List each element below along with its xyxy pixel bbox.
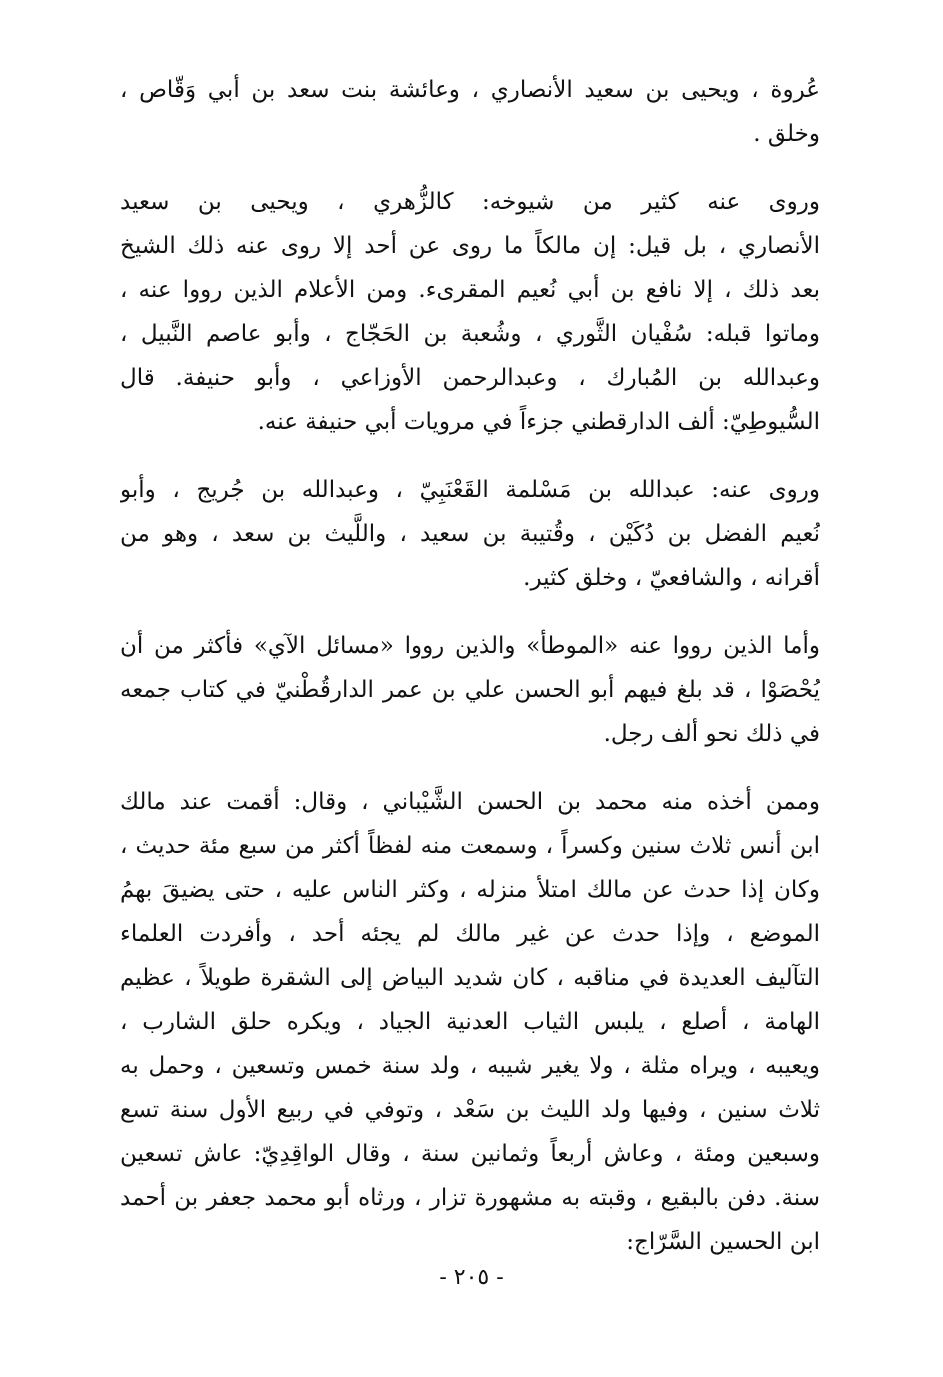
text-line: في ذلك نحو ألف رجل. <box>603 721 820 747</box>
page-number: - ٢٠٥ - <box>439 1265 504 1290</box>
text-line: التآليف العديدة في مناقبه ، كان شديد البياض إلى الشقرة طويلاً ، عظيم <box>120 965 820 991</box>
text-line: عُروة ، ويحيى بن سعيد الأنصاري ، وعائشة بنت سعد بن أبي وَقّاص ، <box>120 77 820 103</box>
text-line: سنة. دفن بالبقيع ، وقبته به مشهورة تزار ، ورثاه أبو محمد جعفر بن أحمد <box>120 1185 820 1211</box>
text-line: وروى عنه كثير من شيوخه: كالزُّهري ، ويحيى بن سعيد <box>120 189 820 215</box>
text-line: الهامة ، أصلع ، يلبس الثياب العدنية الجياد ، ويكره حلق الشارب ، <box>120 1009 820 1035</box>
paragraph-4 <box>120 624 820 756</box>
paragraph-2 <box>120 180 820 444</box>
page-body <box>120 68 820 1264</box>
text-line: وعبدالله بن المُبارك ، وعبدالرحمن الأوزاعي ، وأبو حنيفة. قال <box>120 365 820 391</box>
text-line: وأما الذين رووا عنه «الموطأ» والذين رووا «مسائل الآي» فأكثر من أن <box>120 633 820 659</box>
text-line: وسبعين ومئة ، وعاش أربعاً وثمانين سنة ، وقال الواقِدِيّ: عاش تسعين <box>120 1141 820 1167</box>
text-line: وخلق . <box>753 121 820 147</box>
text-line: وكان إذا حدث عن مالك امتلأ منزله ، وكثر الناس عليه ، حتى يضيقَ بهمُ <box>120 877 820 903</box>
text-line: ثلاث سنين ، وفيها ولد الليث بن سَعْد ، وتوفي في ربيع الأول سنة تسع <box>120 1097 820 1123</box>
text-line: ابن الحسين السَّرّاج: <box>626 1229 820 1255</box>
text-line: الموضع ، وإذا حدث عن غير مالك لم يجئه أحد ، وأفردت العلماء <box>120 921 820 947</box>
paragraph-5 <box>120 780 820 1264</box>
text-line: ويعيبه ، ويراه مثلة ، ولا يغير شيبه ، ولد سنة خمس وتسعين ، وحمل به <box>120 1053 820 1079</box>
paragraph-1 <box>120 68 820 156</box>
text-line: السُّيوطِيّ: ألف الدارقطني جزءاً في مرويات أبي حنيفة عنه. <box>257 409 820 435</box>
text-line: نُعيم الفضل بن دُكَيْن ، وقُتيبة بن سعيد ، واللَّيث بن سعد ، وهو من <box>120 521 820 547</box>
text-line: الأنصاري ، بل قيل: إن مالكاً ما روى عن أحد إلا روى عنه ذلك الشيخ <box>120 233 820 259</box>
text-line: أقرانه ، والشافعيّ ، وخلق كثير. <box>523 565 820 591</box>
text-line: وروى عنه: عبدالله بن مَسْلمة القَعْنَبِيّ ، وعبدالله بن جُريج ، وأبو <box>120 477 820 503</box>
text-line: يُحْصَوْا ، قد بلغ فيهم أبو الحسن علي بن عمر الدارقُطْنيّ في كتاب جمعه <box>120 677 820 703</box>
text-line: بعد ذلك ، إلا نافع بن أبي نُعيم المقرىء. ومن الأعلام الذين رووا عنه ، <box>120 277 820 303</box>
text-line: وماتوا قبله: سُفْيان الثَّوري ، وشُعبة بن الحَجّاج ، وأبو عاصم النَّبيل ، <box>120 321 820 347</box>
paragraph-3 <box>120 468 820 600</box>
text-line: وممن أخذه منه محمد بن الحسن الشَّيْباني ، وقال: أقمت عند مالك <box>120 789 820 815</box>
text-line: ابن أنس ثلاث سنين وكسراً ، وسمعت منه لفظاً أكثر من سبع مئة حديث ، <box>120 833 820 859</box>
